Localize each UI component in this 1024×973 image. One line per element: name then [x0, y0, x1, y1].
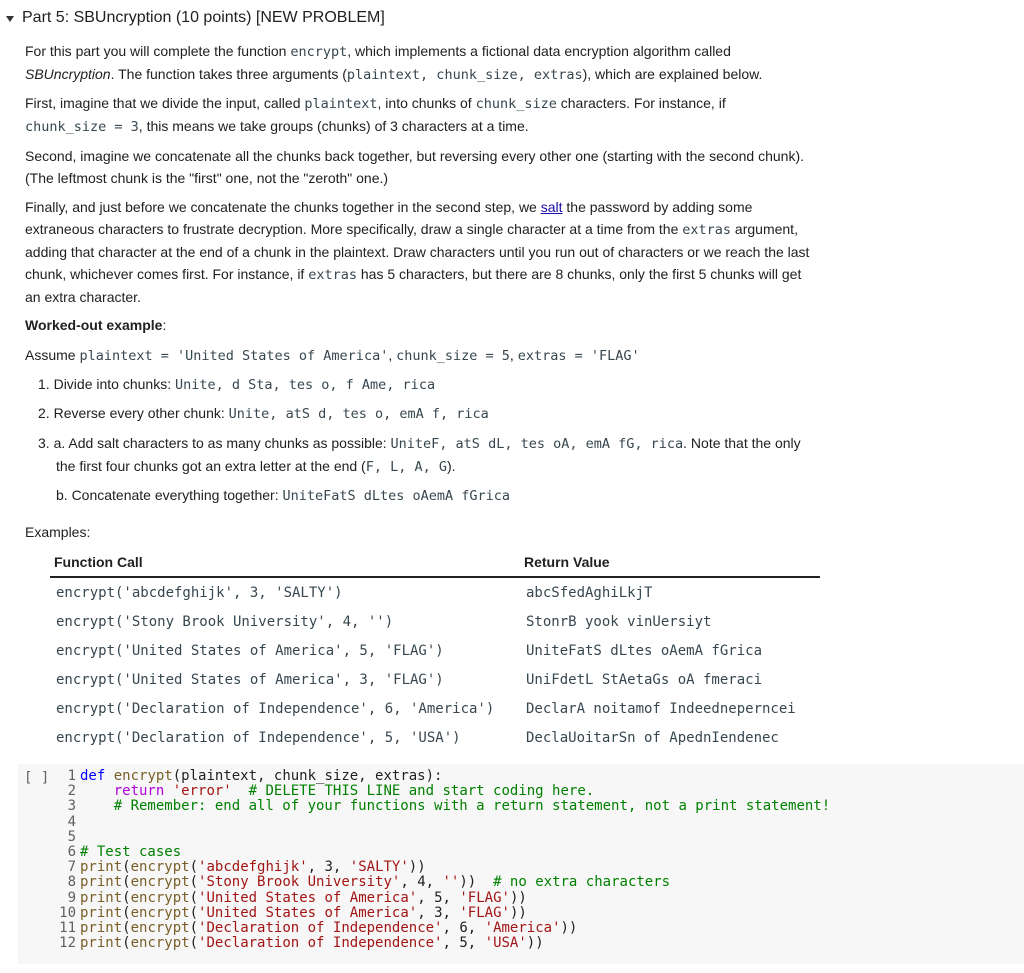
text: First, imagine that we divide the input, called — [25, 95, 305, 111]
assume-line — [25, 344, 825, 367]
chevron-down-icon[interactable] — [6, 16, 14, 22]
text: Reverse every other chunk: — [53, 405, 229, 421]
text: Divide into chunks: — [53, 376, 175, 392]
function-call-cell: encrypt('abcdefghijk', 3, 'SALTY') — [56, 584, 343, 601]
text: has 5 characters, but there are 8 chunks, only the first 5 chunks will get — [357, 266, 802, 282]
code-line: 9 print(encrypt('United States of America', 5, 'FLAG')) — [58, 891, 830, 906]
inline-code: encrypt — [290, 44, 348, 60]
code-token: print — [80, 904, 123, 921]
code-token: # Remember: end all of your functions with a return statement, not a print statement! — [113, 798, 831, 815]
table-row — [50, 665, 820, 694]
code-token: print — [80, 935, 123, 952]
code-line: 7 print(encrypt('abcdefghijk', 3, 'SALTY')) — [58, 860, 830, 875]
function-call-cell: encrypt('Stony Brook University', 4, '') — [56, 613, 394, 630]
code-token: print — [80, 889, 123, 906]
function-call-cell: encrypt('United States of America', 3, 'FLAG') — [56, 671, 444, 688]
line-number: 5 — [67, 828, 76, 845]
inline-code: plaintext, chunk_size, extras — [346, 67, 583, 83]
line-number: 2 — [67, 783, 76, 800]
text: ). — [447, 458, 456, 474]
intro-paragraph-4 — [25, 196, 825, 308]
code-token: # Test cases — [80, 844, 182, 861]
inline-code: Unite, d Sta, tes o, f Ame, rica — [174, 377, 436, 393]
text: an extra character. — [25, 289, 141, 305]
code-token: 'United States of America' — [198, 889, 418, 906]
table-row — [50, 577, 820, 607]
text: a. Add salt characters to as many chunks as possible: — [53, 435, 391, 451]
return-value-cell: UniteFatS dLtes oAemA fGrica — [526, 642, 763, 659]
text: extraneous characters to frustrate decryption. More specifically, draw a single character at a time from the — [25, 221, 683, 237]
return-value-cell: UniFdetL StAetaGs oA fmeraci — [526, 671, 763, 688]
table-row — [50, 607, 820, 636]
code-token: 5 — [434, 889, 443, 906]
step-number: 2. — [38, 405, 50, 421]
examples-table — [50, 548, 820, 752]
code-token: 'SALTY' — [349, 859, 409, 876]
code-token: 4 — [417, 874, 426, 891]
worked-example-heading — [25, 314, 825, 336]
code-token: 'FLAG' — [459, 889, 510, 906]
code-token: 3 — [324, 859, 333, 876]
code-token: print — [80, 859, 123, 876]
code-token: encrypt — [130, 874, 190, 891]
code-token: 'Declaration of Independence' — [198, 935, 443, 952]
table-row — [50, 723, 820, 752]
text: (The leftmost chunk is the "first" one, not the "zeroth" one.) — [25, 170, 389, 186]
step-2 — [38, 402, 489, 425]
step-number: 1. — [38, 376, 50, 392]
line-number: 9 — [67, 889, 76, 906]
code-line — [58, 815, 830, 830]
table-row — [50, 694, 820, 723]
examples-label: Examples: — [25, 524, 91, 540]
line-number: 12 — [59, 935, 76, 952]
code-line — [58, 769, 830, 784]
inline-code: extras — [682, 222, 732, 238]
inline-code: F, L, A, G — [365, 459, 448, 475]
code-token: return — [113, 783, 165, 800]
code-token: 'error' — [172, 783, 232, 800]
inline-code: UniteF, atS dL, tes oA, emA fG, rica — [390, 436, 684, 452]
text: : — [162, 317, 167, 333]
code-token: 'abcdefghijk' — [198, 859, 308, 876]
table-row — [50, 636, 820, 665]
step-number: 3. — [38, 435, 50, 451]
code-token: print — [80, 920, 123, 937]
text: , — [509, 347, 518, 363]
inline-code: chunk_size — [475, 96, 557, 112]
text: . The function takes three arguments ( — [110, 66, 347, 82]
inline-code: UniteFatS dLtes oAemA fGrica — [282, 488, 511, 504]
text: , into chunks of — [377, 95, 476, 111]
inline-code: extras — [308, 267, 357, 283]
code-line: 12 print(encrypt('Declaration of Independence', 5, 'USA')) — [59, 935, 544, 952]
table-header-row — [50, 548, 820, 577]
code-token: # DELETE THIS LINE and start coding here. — [248, 783, 595, 800]
section-header[interactable] — [6, 9, 385, 27]
text: adding that character at the end of a chunk in the plaintext. Draw characters until you run out of characters or we reach the last — [25, 244, 810, 260]
return-value-cell: StonrB yook vinUersiyt — [526, 613, 712, 630]
code-token: 3 — [434, 904, 443, 921]
text: characters. For instance, if — [556, 95, 726, 111]
code-token: 'United States of America' — [198, 904, 418, 921]
function-call-cell: encrypt('United States of America', 5, 'FLAG') — [56, 642, 444, 659]
code-line — [58, 845, 830, 860]
column-header: Return Value — [520, 548, 820, 577]
salt-link[interactable]: salt — [540, 199, 563, 215]
code-line — [58, 799, 830, 814]
intro-paragraph-1 — [25, 40, 825, 86]
code-token: 'Declaration of Independence' — [198, 920, 443, 937]
return-value-cell: abcSfedAghiLkjT — [526, 584, 653, 601]
line-number: 11 — [59, 920, 76, 937]
code-line: 8 print(encrypt('Stony Brook University', 4, '')) # no extra characters — [58, 875, 830, 890]
text: For this part you will complete the function — [25, 43, 291, 59]
inline-code: plaintext — [304, 96, 378, 112]
intro-paragraph-2 — [25, 92, 825, 138]
text: argument, — [731, 221, 798, 237]
text: Finally, and just before we concatenate the chunks together in the second step, we — [25, 199, 541, 215]
line-number: 10 — [59, 904, 76, 921]
text: chunk, whichever comes first. For instance, if — [25, 266, 309, 282]
code-line: 11 print(encrypt('Declaration of Independence', 6, 'America')) — [59, 920, 578, 937]
text: , which implements a fictional data encryption algorithm called — [347, 43, 731, 59]
code-token: encrypt — [130, 859, 190, 876]
code-token: 'America' — [484, 920, 561, 937]
text: b. Concatenate everything together: — [56, 487, 283, 503]
section-title: Part 5: SBUncryption (10 points) [NEW PROBLEM] — [22, 9, 385, 26]
intro-paragraph-3 — [25, 145, 825, 189]
code-token: '' — [442, 874, 460, 891]
code-token: 6 — [459, 920, 468, 937]
line-number: 3 — [67, 798, 76, 815]
inline-code: extras = 'FLAG' — [517, 348, 640, 364]
code-token: def — [80, 768, 106, 784]
text: ), which are explained below. — [582, 66, 763, 82]
code-line — [58, 830, 830, 845]
code-line — [58, 784, 830, 799]
line-number: 4 — [67, 813, 76, 830]
text: , — [388, 347, 397, 363]
text: Assume — [25, 347, 80, 363]
code-token: 5 — [459, 935, 468, 952]
return-value-cell: DeclarA noitamof Indeedneperncei — [526, 700, 796, 717]
code-token: 'USA' — [484, 935, 527, 952]
code-token: 'Stony Brook University' — [198, 874, 401, 891]
code-token: encrypt — [130, 920, 190, 937]
inline-code: Unite, atS d, tes o, emA f, rica — [228, 406, 489, 422]
step-1 — [38, 373, 435, 396]
line-number: 7 — [67, 859, 76, 876]
column-header: Function Call — [50, 548, 520, 577]
code-token: encrypt — [113, 768, 173, 784]
code-token: encrypt — [130, 935, 190, 952]
line-number: 1 — [67, 768, 76, 784]
function-call-cell: encrypt('Declaration of Independence', 5, 'USA') — [56, 729, 461, 746]
function-call-cell: encrypt('Declaration of Independence', 6, 'America') — [56, 700, 495, 717]
code-token: print — [80, 874, 123, 891]
inline-code: chunk_size = 5 — [396, 348, 510, 364]
text: . Note that the only — [683, 435, 801, 451]
text: the password by adding some — [562, 199, 753, 215]
code-token: 'FLAG' — [459, 904, 510, 921]
code-token: encrypt — [130, 889, 190, 906]
code-editor[interactable] — [58, 769, 830, 951]
return-value-cell: DeclaUoitarSn of ApednIendenec — [526, 729, 779, 746]
text: the first four chunks got an extra letter at the end ( — [56, 458, 366, 474]
step-3b — [56, 484, 510, 507]
heading-text: Worked-out example — [25, 317, 163, 333]
text: , this means we take groups (chunks) of 3 characters at a time. — [138, 118, 529, 134]
code-token: # no extra characters — [493, 874, 671, 891]
code-line: 10 print(encrypt('United States of America', 3, 'FLAG')) — [59, 904, 527, 921]
inline-code: chunk_size = 3 — [25, 119, 139, 135]
italic-text: SBUncryption — [25, 66, 111, 82]
line-number: 6 — [67, 844, 76, 861]
step-3 — [38, 432, 838, 478]
run-cell-button[interactable]: [ ] — [24, 770, 50, 786]
code-token: encrypt — [130, 904, 190, 921]
text: Second, imagine we concatenate all the chunks back together, but reversing every other one (starting with the second chunk). — [25, 148, 805, 164]
code-token: (plaintext, chunk_size, extras): — [172, 768, 443, 784]
line-number: 8 — [67, 874, 76, 891]
inline-code: plaintext = 'United States of America' — [79, 348, 389, 364]
